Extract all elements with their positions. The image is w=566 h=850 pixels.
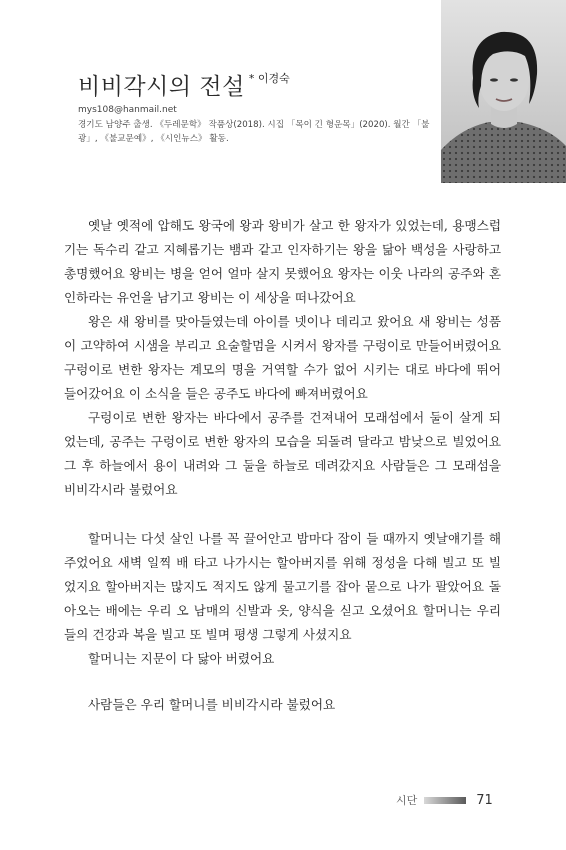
story-paragraph: 옛날 옛적에 압해도 왕국에 왕과 왕비가 살고 한 왕자가 있었는데, 용맹스럽기는 독수리 같고 지혜롭기는 뱀과 같고 인자하기는 왕을 닮아 백성을 사랑하고 총명했어요 왕비는 병을 얻어 얼마 살지 못했어요 왕자는 이웃 나라의 공주와 혼인하라는 유언을 남기고 왕비는 이 세상을 떠나갔어요 [64,218,501,305]
story-paragraph: 왕은 새 왕비를 맞아들였는데 아이를 넷이나 데리고 왔어요 새 왕비는 성품이 고약하여 시샘을 부리고 요술할멈을 시켜서 왕자를 구렁이로 만들어버렸어요 구렁이로 변한 왕자는 계모의 명을 거역할 수가 없어 시키는 대로 바다에 뛰어 들어갔어요 이 소식을 들은 공주도 바다에 빠져버렸어요 [64,314,501,401]
story-paragraph: 할머니는 지문이 다 닳아 버렸어요 [88,651,275,666]
section-spacer [64,671,501,693]
author-name: * 이경숙 [248,72,290,85]
page-number: 71 [476,792,493,808]
poem-title: 비비각시의 전설 [78,74,245,100]
story-paragraph: 할머니는 다섯 살인 나를 꼭 끌어안고 밤마다 잠이 들 때까지 옛날얘기를 해 주었어요 새벽 일찍 배 타고 나가시는 할아버지를 위해 정성을 다해 빌고 또 빌었지요 할아버지는 많지도 적지도 않게 물고기를 잡아 뭍으로 나가 팔았어요 돌아오는 배에는 우리 오 남매의 신발과 옷, 양식을 싣고 오셨어요 할머니는 우리들의 건강과 복을 빌고 또 빌며 평생 그렇게 사셨지요 [64,531,501,642]
author-email: mys108@hanmail.net [78,105,177,115]
story-paragraph: 사람들은 우리 할머니를 비비각시라 불렀어요 [88,697,336,712]
section-spacer [64,502,501,527]
title-row [78,68,290,101]
author-portrait [441,0,566,183]
section-label: 시단 [396,794,418,807]
footer-bar-decoration [424,797,466,804]
story-body [64,214,501,717]
author-bio: 경기도 남양주 출생. 《두레문학》 작품상(2018). 시집 「목이 긴 형운목」(2020). 월간 「불광」, 《불교문예》, 《시인뉴스》 활동. [78,120,430,144]
page-footer [396,792,493,808]
story-paragraph: 구렁이로 변한 왕자는 바다에서 공주를 건져내어 모래섬에서 둘이 살게 되었는데, 공주는 구렁이로 변한 왕자의 모습을 되돌려 달라고 밤낮으로 빌었어요 그 후 하늘에서 용이 내려와 그 둘을 하늘로 데려갔지요 사람들은 그 모래섬을 비비각시라 불렀어요 [64,410,501,497]
portrait-image [441,0,566,183]
